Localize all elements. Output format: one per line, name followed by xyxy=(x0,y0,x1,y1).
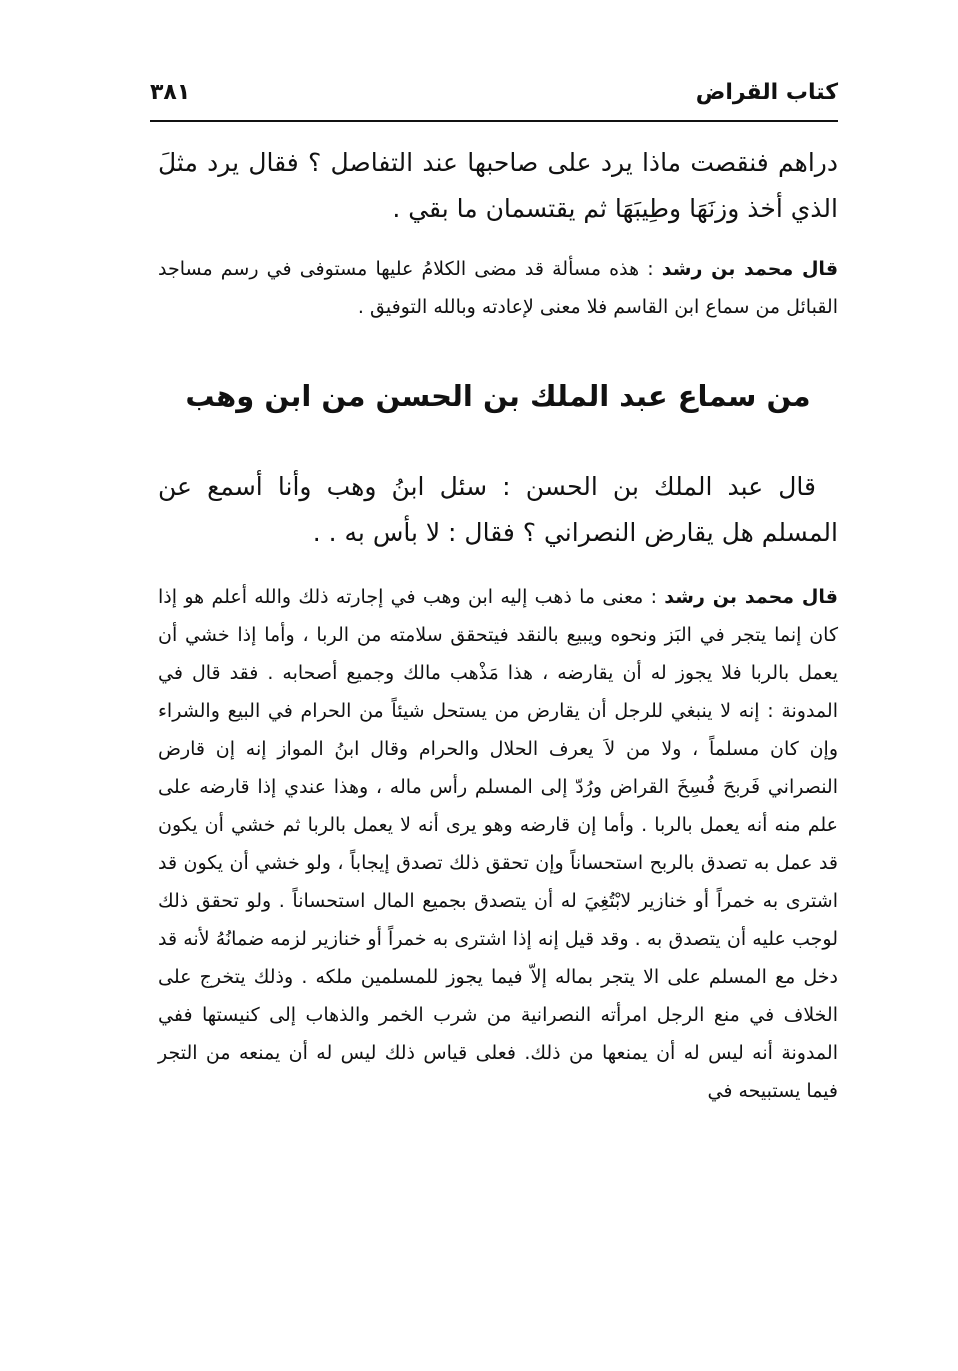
page-number: ٣٨١ xyxy=(150,80,191,105)
commentator-name: قال محمد بن رشد xyxy=(661,258,839,280)
header-divider xyxy=(150,120,838,122)
page-body xyxy=(158,140,838,1110)
page-header xyxy=(150,74,838,118)
paragraph-text: قال عبد الملك بن الحسن : سئل ابنُ وهب وأنا أسمع عن المسلم هل يقارض النصراني ؟ فقال : لا بأس به . . xyxy=(158,472,838,547)
commentary-text: : معنى ما ذهب إليه ابن وهب في إجارته ذلك والله أعلم هو إذا كان إنما يتجر في البَز ونحوه ويبيع بالنقد فيتحقق سلامته من الربا ، وأما إذا خشي أن يعمل بالربا فلا يجوز له أن يقارضه ، هذا مَذْهب مالك وجميع أصحابه . فقد قال في المدونة : إنه لا ينبغي للرجل أن يقارض من يستحل شيئاً من الحرام في البيع والشراء وإن كان مسلماً ، ولا من لاَ يعرف الحلال والحرام وقال ابنُ المواز إنه إن قارض النصراني فَربحَ فُسِخَ القراض ورُدّ إلى المسلم رأس ماله ، وهذا عندي إذا قارضه على علم منه أنه يعمل بالربا . وأما إن قارضه وهو يرى أنه لا يعمل بالربا ثم خشي أن يكون قد عمل به تصدق بالربح استحساناً وإن تحقق ذلك تصدق إيجاباً ، ولو خشي أن يكون قد اشترى به خمراً أو خنازير لابْتُغِيَ له أن يتصدق بجميع المال استحساناً . ولو تحقق ذلك لوجب عليه أن يتصدق به . وقد قيل إنه إذا اشترى به خمراً أو خنازير لزمه ضمانُهُ لأنه قد دخل مع المسلم على الا يتجر بماله إلاّ فيما يجوز للمسلمين ملكه . وذلك يتخرج على الخلاف في منع الرجل امرأته النصرانية من شرب الخمر والذهاب إلى كنيستها ففي المدونة أنه ليس له أن يمنعها من ذلك. فعلى قياس ذلك ليس له أن يمنعه من التجر فيما يستبيحه في xyxy=(158,586,838,1102)
running-title: كتاب القراض xyxy=(695,80,838,105)
paragraph-commentary-2 xyxy=(158,578,838,1110)
paragraph-commentary-1 xyxy=(158,250,838,326)
commentary-text: : هذه مسألة قد مضى الكلامُ عليها مستوفى في رسم مساجد القبائل من سماع ابن القاسم فلا معنى لإعادته وبالله التوفيق . xyxy=(158,258,838,318)
paragraph-question-continuation xyxy=(158,140,838,232)
commentator-name: قال محمد بن رشد xyxy=(664,586,838,608)
section-heading: من سماع عبد الملك بن الحسن من ابن وهب xyxy=(185,379,811,413)
paragraph-text: دراهم فنقصت ماذا يرد على صاحبها عند التفاصل ؟ فقال يرد مثلَ الذي أخذ وزنَهَا وطِيبَهَا ثم يقتسمان ما بقي . xyxy=(158,148,838,223)
paragraph-narration xyxy=(158,464,838,556)
